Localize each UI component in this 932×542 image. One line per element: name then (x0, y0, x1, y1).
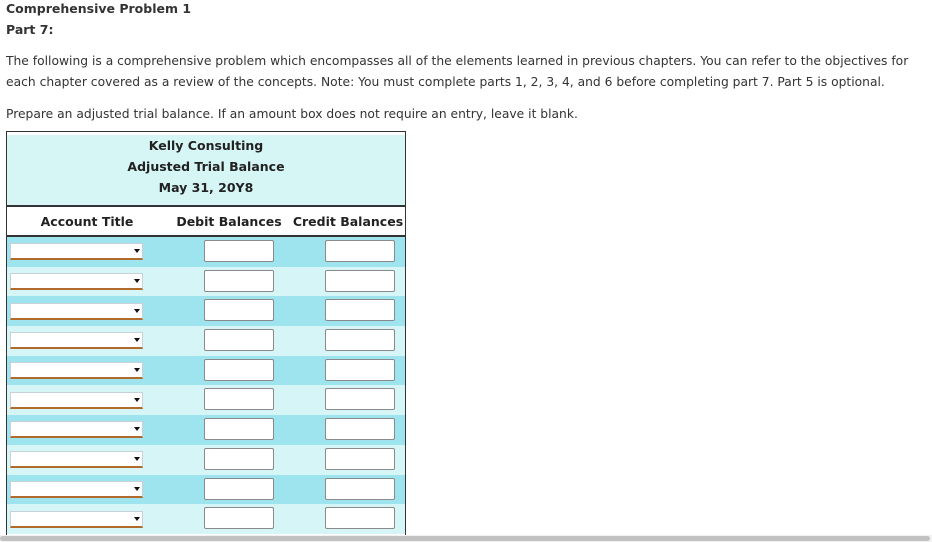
table-row (7, 475, 405, 505)
account-title-select[interactable] (10, 303, 143, 320)
table-row (7, 445, 405, 475)
debit-input[interactable] (204, 478, 274, 500)
statement-name: Adjusted Trial Balance (127, 159, 285, 174)
account-title-select[interactable] (10, 332, 143, 349)
debit-input[interactable] (204, 359, 274, 381)
account-title-select[interactable] (10, 451, 143, 468)
trial-balance-table (6, 131, 406, 539)
debit-input[interactable] (204, 329, 274, 351)
chevron-down-icon (134, 279, 140, 283)
entry-rows (7, 237, 405, 539)
credit-input[interactable] (325, 478, 395, 500)
statement-date: May 31, 20Y8 (158, 180, 254, 195)
table-row (7, 296, 405, 326)
scrollbar-thumb[interactable] (0, 536, 930, 541)
debit-input[interactable] (204, 448, 274, 470)
account-title-select[interactable] (10, 511, 143, 528)
debit-input[interactable] (204, 299, 274, 321)
table-row (7, 237, 405, 267)
company-name: Kelly Consulting (148, 138, 264, 153)
credit-input[interactable] (325, 329, 395, 351)
chevron-down-icon (134, 517, 140, 521)
chevron-down-icon (134, 487, 140, 491)
credit-input[interactable] (325, 299, 395, 321)
table-row (7, 326, 405, 356)
credit-header: Credit Balances (292, 213, 404, 229)
account-title-header: Account Title (40, 213, 134, 229)
table-row (7, 385, 405, 415)
column-headers (7, 207, 405, 237)
debit-input[interactable] (204, 240, 274, 262)
chevron-down-icon (134, 249, 140, 253)
chevron-down-icon (134, 427, 140, 431)
account-title-select[interactable] (10, 273, 143, 290)
credit-input[interactable] (325, 270, 395, 292)
credit-input[interactable] (325, 359, 395, 381)
table-row (7, 504, 405, 534)
debit-input[interactable] (204, 418, 274, 440)
credit-input[interactable] (325, 448, 395, 470)
table-row (7, 415, 405, 445)
credit-input[interactable] (325, 507, 395, 529)
part-label: Part 7: (6, 22, 54, 37)
chevron-down-icon (134, 338, 140, 342)
credit-input[interactable] (325, 240, 395, 262)
chevron-down-icon (134, 309, 140, 313)
debit-header: Debit Balances (176, 213, 282, 229)
chevron-down-icon (134, 457, 140, 461)
account-title-select[interactable] (10, 362, 143, 379)
debit-input[interactable] (204, 507, 274, 529)
trial-balance-header (7, 135, 405, 207)
problem-title: Comprehensive Problem 1 (6, 1, 192, 16)
credit-input[interactable] (325, 388, 395, 410)
account-title-select[interactable] (10, 421, 143, 438)
credit-input[interactable] (325, 418, 395, 440)
table-row (7, 356, 405, 386)
intro-paragraph: The following is a comprehensive problem which encompasses all of the elements learned in previous chapters. You can refer to the objectives for each chapter covered as a review of the concepts. Note: You must complete parts 1, 2, 3, 4, and 6 before completing part 7. Part 5 is optional. (6, 54, 909, 89)
instructions-paragraph: Prepare an adjusted trial balance. If an amount box does not require an entry, leave it blank. (6, 107, 578, 121)
chevron-down-icon (134, 368, 140, 372)
table-row (7, 267, 405, 297)
account-title-select[interactable] (10, 481, 143, 498)
account-title-select[interactable] (10, 243, 143, 260)
debit-input[interactable] (204, 270, 274, 292)
horizontal-scrollbar[interactable] (0, 535, 932, 542)
chevron-down-icon (134, 398, 140, 402)
account-title-select[interactable] (10, 392, 143, 409)
debit-input[interactable] (204, 388, 274, 410)
